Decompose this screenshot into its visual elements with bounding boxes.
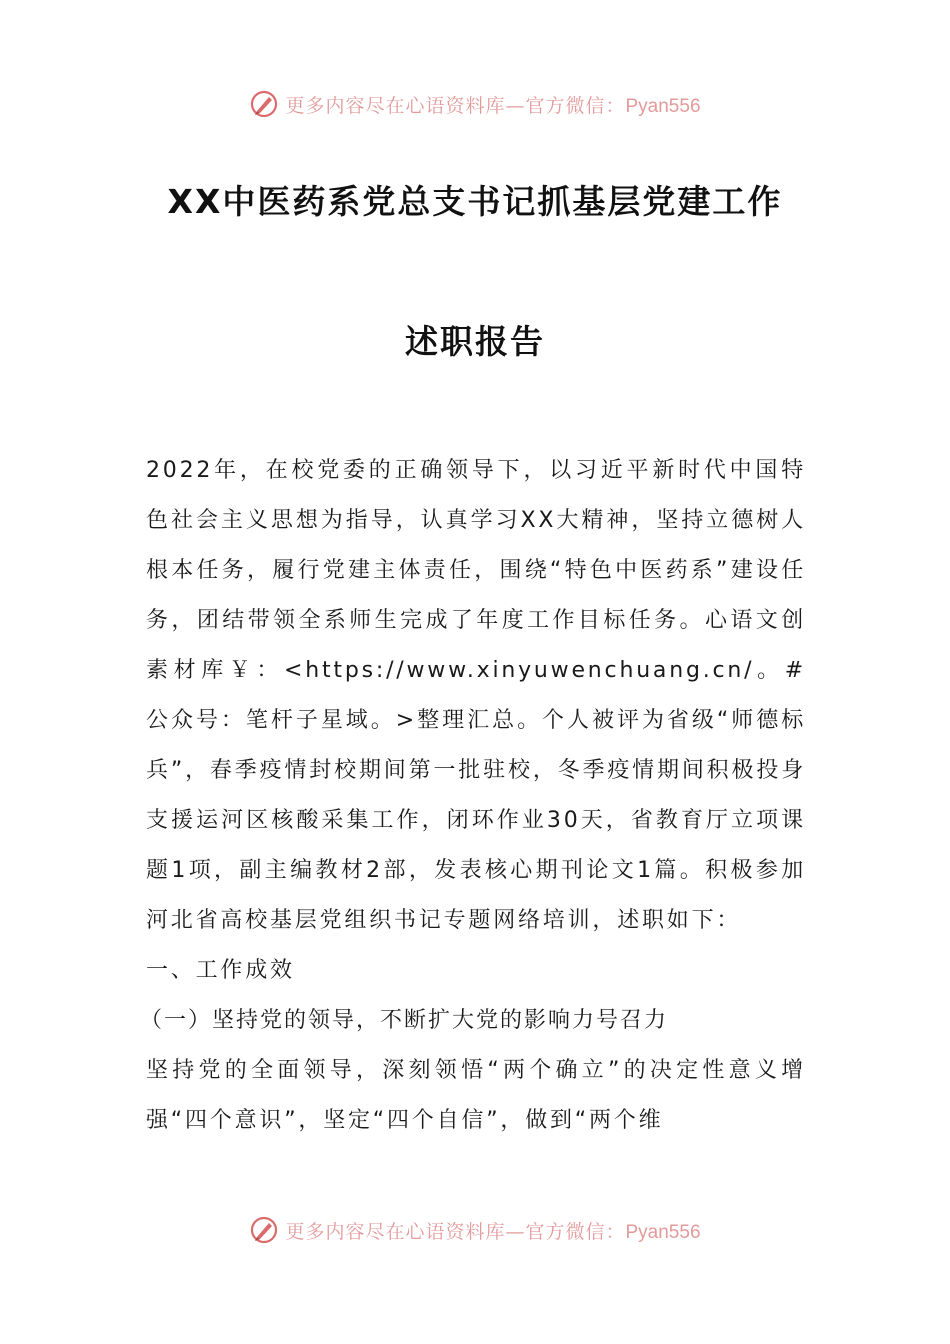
header-watermark bbox=[0, 84, 950, 124]
watermark-text: 更多内容尽在心语资料库—官方微信：Pyan556 bbox=[285, 1220, 701, 1243]
document-title-line1: XX中医药系党总支书记抓基层党建工作 bbox=[167, 182, 783, 221]
pen-logo-icon bbox=[249, 1215, 279, 1245]
document-title-line2: 述职报告 bbox=[405, 322, 545, 361]
watermark-wechat-id: Pyan556 bbox=[625, 1221, 701, 1243]
section-heading: 一、工作成效 bbox=[146, 958, 295, 983]
body-paragraph: 坚持党的全面领导，深刻领悟“两个确立”的决定性意义增强“四个意识”，坚定“四个自信”，做到“两个维 bbox=[146, 1058, 806, 1133]
pen-logo-icon bbox=[249, 89, 279, 119]
subsection-heading: （一）坚持党的领导，不断扩大党的影响力号召力 bbox=[140, 1008, 669, 1033]
footer-watermark bbox=[0, 1210, 950, 1250]
document-body bbox=[140, 446, 806, 1146]
watermark-text: 更多内容尽在心语资料库—官方微信：Pyan556 bbox=[285, 94, 701, 117]
intro-paragraph: 2022年，在校党委的正确领导下，以习近平新时代中国特色社会主义思想为指导，认真学习XX大精神，坚持立德树人根本任务，履行党建主体责任，围绕“特色中医药系”建设任务，团结带领全系师生完成了年度工作目标任务。心语文创素材库￥：<https://www.xinyuwenchuang.cn/。#公众号：笔杆子星域。>整理汇总。个人被评为省级“师德标兵”，春季疫情封校期间第一批驻校，冬季疫情期间积极投身支援运河区核酸采集工作，闭环作业30天，省教育厅立项课题1项，副主编教材2部，发表核心期刊论文1篇。积极参加河北省高校基层党组织书记专题网络培训，述职如下： bbox=[146, 458, 806, 933]
watermark-wechat-id: Pyan556 bbox=[625, 95, 701, 117]
